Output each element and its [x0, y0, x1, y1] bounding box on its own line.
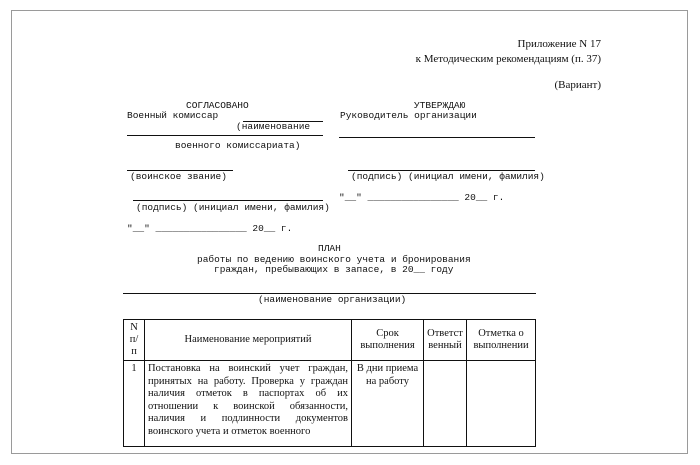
header-num: N п/п: [124, 320, 145, 361]
document-page: [11, 10, 688, 454]
table-row: [124, 361, 536, 447]
commissar-label: Военный комиссар: [127, 110, 219, 121]
head-name-line: [339, 137, 535, 138]
row-num: 1: [124, 361, 145, 447]
table-header-row: [124, 320, 536, 361]
left-date: "__" ________________ 20__ г.: [127, 223, 293, 234]
left-signature-line: [133, 200, 323, 201]
left-signature-caption: (подпись) (инициал имени, фамилия): [136, 202, 330, 213]
name-hint: (наименование: [236, 121, 311, 132]
appendix-number: Приложение N 17: [517, 38, 601, 50]
rank-caption: (воинское звание): [130, 171, 227, 182]
header-mark: Отметка о выполнении: [467, 320, 536, 361]
row-term: В дни приема на работу: [352, 361, 424, 447]
plan-title: ПЛАН: [318, 243, 341, 254]
row-responsible: [424, 361, 467, 447]
variant-label: (Вариант): [554, 79, 601, 91]
commissariat-line: [127, 135, 323, 136]
head-label: Руководитель организации: [340, 110, 477, 121]
header-name: Наименование мероприятий: [145, 320, 352, 361]
approve-heading: УТВЕРЖДАЮ: [414, 100, 466, 111]
recommendations-reference: к Методическим рекомендациям (п. 37): [415, 53, 601, 65]
row-mark: [467, 361, 536, 447]
plan-line-1: работы по ведению воинского учета и бронирования: [197, 254, 471, 265]
agreed-heading: СОГЛАСОВАНО: [186, 100, 249, 111]
right-date: "__" ________________ 20__ г.: [339, 192, 505, 203]
plan-table: [123, 319, 536, 447]
organization-caption: (наименование организации): [258, 294, 407, 305]
header-responsible: Ответст венный: [424, 320, 467, 361]
plan-line-2: граждан, пребывающих в запасе, в 20__ году: [214, 264, 454, 275]
header-term: Срок выполнения: [352, 320, 424, 361]
commissariat-caption: военного комиссариата): [175, 140, 301, 151]
row-activity: Постановка на воинский учет граждан, принятых на работу. Проверка у граждан наличия отметок в паспортах об их отношении к воинской обязанности, наличия и подлинности документов воинского учета и отметок военного: [145, 361, 352, 447]
right-signature-caption: (подпись) (инициал имени, фамилия): [351, 171, 545, 182]
